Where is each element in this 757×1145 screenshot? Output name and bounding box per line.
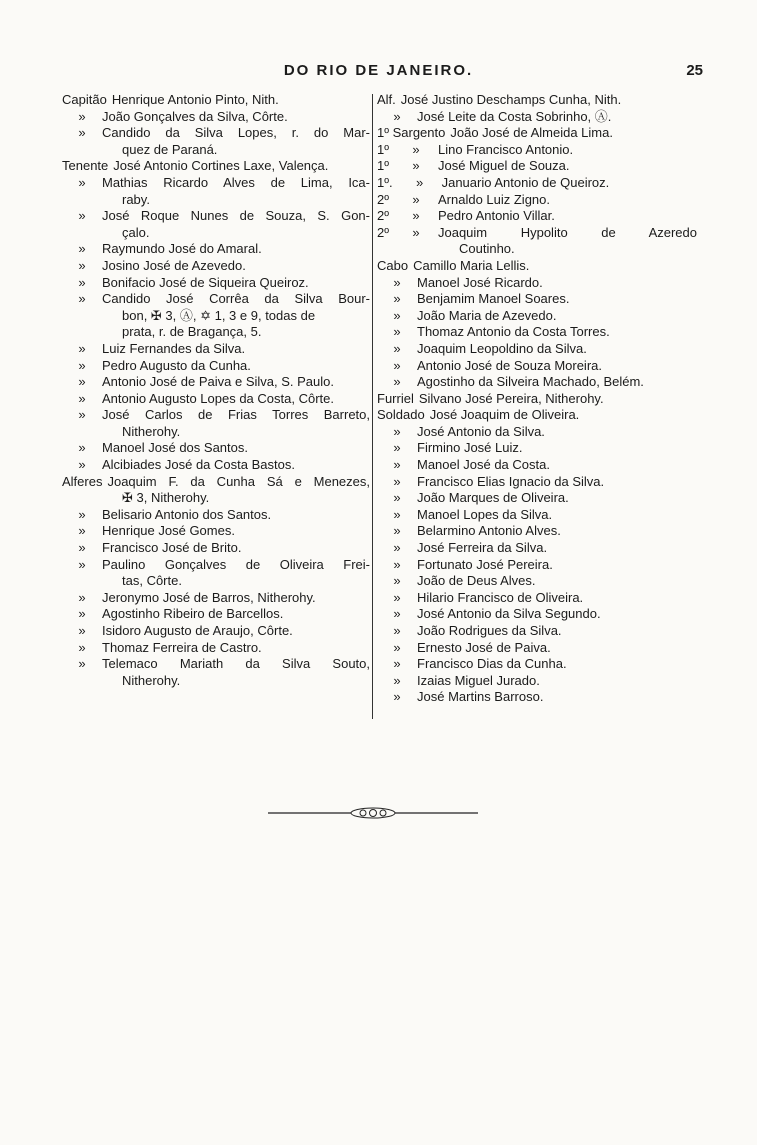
person-name: José Miguel de Souza.: [437, 158, 570, 174]
roster-entry: [377, 656, 697, 673]
roster-entry: [377, 557, 697, 574]
person-name: Pedro Antonio Villar.: [437, 208, 555, 224]
person-name: Hilario Francisco de Oliveira.: [417, 589, 584, 605]
roster-entry: [62, 623, 370, 640]
left-column: [62, 92, 370, 689]
person-name: João Rodrigues da Silva.: [417, 623, 562, 638]
person-name: José Martins Barroso.: [417, 689, 544, 705]
person-name: Joaquim Leopoldino da Silva.: [417, 340, 587, 356]
rank-label: »: [393, 606, 401, 622]
roster-entry: [377, 175, 697, 192]
rank-label: »: [393, 108, 401, 124]
rank-label: »: [78, 589, 86, 605]
roster-entry: [377, 275, 697, 292]
rank-label: 1º: [377, 158, 389, 174]
roster-entry: [62, 158, 370, 175]
roster-entry: [377, 92, 697, 109]
person-name: Candido da Silva Lopes, r. do Mar-: [102, 125, 370, 141]
roster-entry: [377, 490, 697, 507]
roster-entry: [62, 457, 370, 474]
rank-label: »: [78, 357, 86, 373]
roster-entry: [377, 606, 697, 623]
person-name: Raymundo José do Amaral.: [102, 241, 262, 257]
roster-entry: [62, 507, 370, 524]
rank-label: Alferes: [62, 473, 103, 489]
person-name: Belisario Antonio dos Santos.: [102, 506, 272, 522]
rank-label: Alf.: [377, 92, 396, 107]
person-name: Henrique Antonio Pinto, Nith.: [111, 92, 279, 107]
rank-label: »: [78, 540, 86, 556]
roster-entry: [377, 673, 697, 690]
roster-entry: [62, 540, 370, 557]
person-name: João Gonçalves da Silva, Côrte.: [102, 108, 288, 124]
roster-entry: [377, 358, 697, 375]
person-name: José Antonio da Silva.: [417, 423, 545, 439]
person-name: José Antonio Cortines Laxe, Valença.: [113, 158, 329, 174]
roster-entry: [62, 590, 370, 607]
rank-label: »: [78, 340, 86, 356]
roster-entry: [62, 109, 370, 126]
roster-entry: [377, 623, 697, 640]
roster-entry: [62, 324, 370, 341]
rank-label: »: [78, 457, 86, 473]
person-name: Isidoro Augusto de Araujo, Côrte.: [102, 623, 293, 638]
rank-label: »: [78, 440, 86, 456]
rank-label: »: [393, 423, 401, 439]
person-name: Bonifacio José de Siqueira Queiroz.: [102, 274, 309, 290]
roster-entry: [377, 341, 697, 358]
rank-label: 2º: [377, 208, 389, 224]
roster-entry: [62, 291, 370, 324]
roster-entry: [377, 291, 697, 308]
rank-label: »: [393, 291, 401, 307]
person-name: Mathias Ricardo Alves de Lima, Ica-: [102, 174, 370, 190]
rank-label: »: [78, 174, 86, 190]
roster-entry: [62, 391, 370, 408]
roster-entry: [62, 656, 370, 689]
roster-entry: [62, 474, 370, 507]
rank-label: »: [393, 274, 401, 290]
column-divider: [372, 94, 373, 719]
rank-label: »: [393, 506, 401, 522]
person-name: José Ferreira da Silva.: [417, 540, 548, 556]
rank-label: »: [78, 274, 86, 290]
rank-label: 1º: [377, 141, 389, 157]
rank-label: 2º: [377, 224, 389, 240]
roster-entry: [62, 407, 370, 440]
roster-entry: [62, 341, 370, 358]
person-name: João José de Almeida Lima.: [450, 125, 613, 141]
person-name: João Maria de Azevedo.: [417, 307, 557, 323]
roster-entry: [377, 440, 697, 457]
person-name: Francisco José de Brito.: [102, 540, 242, 556]
roster-entry: [377, 225, 697, 258]
right-column: [377, 92, 697, 706]
person-name: Henrique José Gomes.: [102, 523, 235, 539]
roster-entry: [377, 689, 697, 706]
roster-entry: [377, 540, 697, 557]
entry-continuation: Nitherohy.: [122, 672, 181, 688]
person-name: Januario Antonio de Queiroz.: [441, 174, 610, 190]
ditto-mark: »: [412, 158, 420, 174]
rank-label: Furriel: [377, 390, 414, 406]
rank-label: »: [393, 307, 401, 323]
ditto-mark: »: [412, 224, 420, 240]
rank-label: »: [78, 506, 86, 522]
rank-label: Soldado: [377, 407, 425, 423]
person-name: Ernesto José de Paiva.: [417, 639, 551, 655]
rank-label: 1º.: [377, 174, 393, 190]
rank-label: »: [78, 407, 86, 423]
ornament-rule: [268, 806, 478, 820]
person-name: Luiz Fernandes da Silva.: [102, 340, 246, 356]
roster-entry: [377, 192, 697, 209]
person-name: Jeronymo José de Barros, Nitherohy.: [102, 589, 316, 605]
person-name: Manoel José Ricardo.: [417, 274, 543, 290]
rank-label: »: [78, 390, 86, 406]
person-name: Joaquim Hypolito de Azeredo: [437, 224, 697, 240]
person-name: Francisco Dias da Cunha.: [417, 656, 567, 672]
roster-entry: [62, 175, 370, 208]
rank-label: »: [78, 623, 86, 638]
person-name: Antonio José de Paiva e Silva, S. Paulo.: [102, 374, 334, 390]
roster-entry: [377, 308, 697, 325]
roster-entry: [62, 440, 370, 457]
roster-entry: [62, 275, 370, 292]
entry-continuation: tas, Côrte.: [122, 573, 182, 589]
entry-continuation: quez de Paraná.: [122, 141, 218, 157]
roster-entry: [377, 640, 697, 657]
running-title: DO RIO DE JANEIRO.: [283, 62, 474, 79]
roster-entry: [377, 523, 697, 540]
person-name: Manoel Lopes da Silva.: [417, 506, 553, 522]
rank-label: »: [393, 473, 401, 489]
page-header: [0, 62, 757, 84]
entry-continuation: bon, ✠ 3, Ⓐ, ✡ 1, 3 e 9, todas de: [122, 307, 316, 323]
rank-label: »: [393, 656, 401, 672]
roster-entry: [62, 125, 370, 158]
roster-entry: [377, 457, 697, 474]
person-name: Antonio Augusto Lopes da Costa, Côrte.: [102, 390, 334, 406]
person-name: Joaquim F. da Cunha Sá e Menezes,: [107, 473, 370, 489]
person-name: Pedro Augusto da Cunha.: [102, 357, 251, 373]
person-name: Thomaz Antonio da Costa Torres.: [417, 324, 610, 340]
rank-label: »: [393, 357, 401, 373]
person-name: Telemaco Mariath da Silva Souto,: [102, 656, 370, 672]
rank-label: »: [78, 257, 86, 273]
person-name: Candido José Corrêa da Silva Bour-: [102, 291, 370, 307]
rank-label: »: [78, 208, 86, 224]
person-name: José Leite da Costa Sobrinho, Ⓐ.: [417, 108, 612, 124]
person-name: José Joaquim de Oliveira.: [429, 407, 580, 423]
roster-entry: [377, 573, 697, 590]
rank-label: »: [78, 125, 86, 141]
roster-entry: [377, 208, 697, 225]
person-name: Manoel José da Costa.: [417, 457, 550, 473]
person-name: Firmino José Luiz.: [417, 440, 523, 456]
roster-entry: [377, 391, 697, 408]
person-name: Josino José de Azevedo.: [102, 257, 246, 273]
person-name: Izaias Miguel Jurado.: [417, 672, 540, 688]
rank-label: »: [393, 440, 401, 456]
person-name: Agostinho Ribeiro de Barcellos.: [102, 606, 284, 622]
roster-entry: [377, 158, 697, 175]
roster-entry: [377, 109, 697, 126]
person-name: Fortunato José Pereira.: [417, 556, 553, 572]
roster-entry: [377, 474, 697, 491]
person-name: Alcibiades José da Costa Bastos.: [102, 457, 295, 473]
person-name: Arnaldo Luiz Zigno.: [437, 191, 550, 207]
page-number: 25: [686, 62, 703, 79]
roster-entry: [62, 557, 370, 590]
roster-entry: [62, 241, 370, 258]
rank-label: Capitão: [62, 92, 107, 107]
rank-label: »: [393, 556, 401, 572]
roster-entry: [62, 208, 370, 241]
rank-label: 1º Sargento: [377, 125, 446, 141]
roster-entry: [377, 407, 697, 424]
rank-label: 2º: [377, 191, 389, 207]
roster-entry: [377, 507, 697, 524]
rank-label: »: [393, 589, 401, 605]
person-name: Manoel José dos Santos.: [102, 440, 248, 456]
roster-entry: [62, 523, 370, 540]
roster-entry: [62, 640, 370, 657]
person-name: Silvano José Pereira, Nitherohy.: [418, 390, 604, 406]
rank-label: »: [78, 241, 86, 257]
rank-label: »: [393, 689, 401, 705]
rank-label: »: [393, 672, 401, 688]
rank-label: »: [393, 324, 401, 340]
person-name: Thomaz Ferreira de Castro.: [102, 639, 262, 655]
roster-entry: [62, 258, 370, 275]
rank-label: »: [393, 374, 401, 390]
entry-continuation: prata, r. de Bragança, 5.: [122, 324, 262, 340]
person-name: Benjamim Manoel Soares.: [417, 291, 570, 307]
entry-continuation: ✠ 3, Nitherohy.: [122, 490, 210, 506]
rank-label: »: [78, 291, 86, 307]
rank-label: »: [393, 457, 401, 473]
roster-entry: [377, 324, 697, 341]
person-name: Antonio José de Souza Moreira.: [417, 357, 602, 373]
person-name: João Marques de Oliveira.: [417, 490, 569, 506]
rank-label: »: [78, 374, 86, 390]
ditto-mark: »: [415, 174, 424, 190]
entry-continuation: Coutinho.: [459, 241, 515, 257]
person-name: José Justino Deschamps Cunha, Nith.: [400, 92, 622, 107]
rank-label: »: [78, 108, 86, 124]
roster-entry: [377, 142, 697, 159]
roster-entry: [62, 606, 370, 623]
roster-entry: [377, 590, 697, 607]
ditto-mark: »: [412, 208, 420, 224]
person-name: Agostinho da Silveira Machado, Belém.: [417, 374, 644, 390]
rank-label: »: [78, 556, 86, 572]
rank-label: »: [393, 573, 401, 589]
rank-label: »: [393, 623, 401, 638]
rank-label: Tenente: [62, 158, 109, 174]
person-name: Francisco Elias Ignacio da Silva.: [417, 473, 605, 489]
roster-entry: [377, 424, 697, 441]
rank-label: »: [393, 540, 401, 556]
roster-entry: [62, 374, 370, 391]
person-name: Camillo Maria Lellis.: [413, 257, 530, 273]
person-name: João de Deus Alves.: [417, 573, 536, 589]
person-name: Belarmino Antonio Alves.: [417, 523, 561, 539]
rank-label: »: [78, 656, 86, 672]
rank-label: »: [393, 639, 401, 655]
rank-label: »: [393, 523, 401, 539]
entry-continuation: raby.: [122, 191, 150, 207]
rank-label: »: [78, 606, 86, 622]
person-name: Lino Francisco Antonio.: [437, 141, 574, 157]
roster-entry: [62, 92, 370, 109]
person-name: José Roque Nunes de Souza, S. Gon-: [102, 208, 370, 224]
rank-label: »: [78, 639, 86, 655]
ditto-mark: »: [412, 141, 420, 157]
roster-entry: [377, 374, 697, 391]
rank-label: »: [78, 523, 86, 539]
rank-label: »: [393, 490, 401, 506]
rank-label: »: [393, 340, 401, 356]
person-name: José Carlos de Frias Torres Barreto,: [102, 407, 370, 423]
rank-label: Cabo: [377, 257, 409, 273]
entry-continuation: çalo.: [122, 224, 150, 240]
person-name: José Antonio da Silva Segundo.: [417, 606, 601, 622]
entry-continuation: Nitherohy.: [122, 423, 181, 439]
roster-entry: [377, 258, 697, 275]
roster-entry: [62, 358, 370, 375]
person-name: Paulino Gonçalves de Oliveira Frei-: [102, 556, 370, 572]
ditto-mark: »: [412, 191, 420, 207]
roster-entry: [377, 125, 697, 142]
